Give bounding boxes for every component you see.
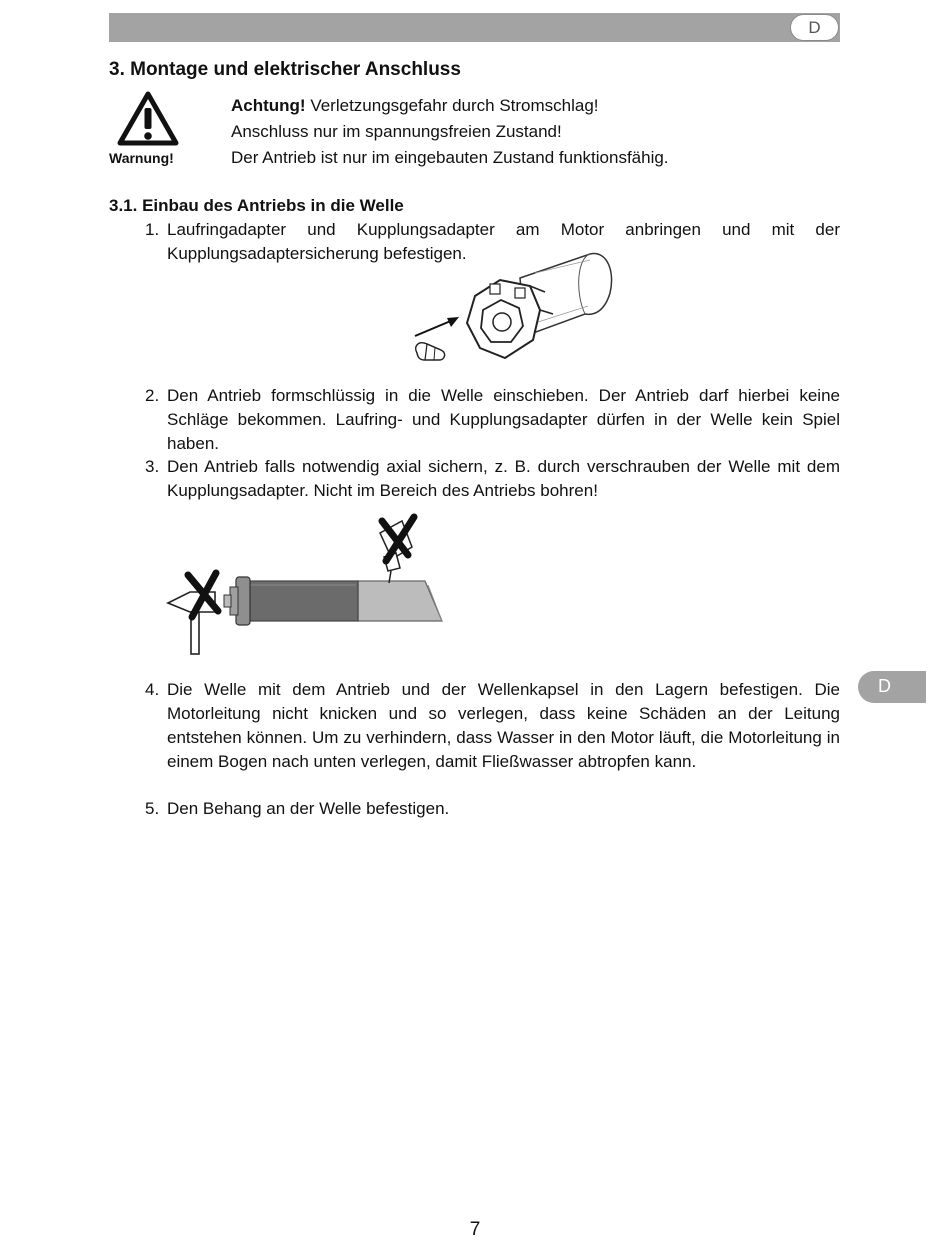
step-number: 1. [145, 220, 160, 239]
warning-triangle-icon [117, 91, 179, 147]
step-number: 4. [145, 680, 160, 699]
warning-bold-prefix: Achtung! [231, 96, 306, 115]
section-title: 3. Montage und elektrischer Anschluss [109, 59, 461, 80]
side-language-tab: D [858, 671, 926, 703]
step-text: Den Antrieb falls notwendig axial sichern, z. B. durch verschrauben der Welle mit dem Kupplungsadapter. Nicht im Bereich des Antriebs bohren! [167, 457, 840, 500]
warning-line-1-text: Verletzungsgefahr durch Stromschlag! [305, 96, 599, 115]
warning-line-2: Anschluss nur im spannungsfreien Zustand! [231, 122, 562, 141]
step-item-5 [145, 797, 840, 821]
step-number: 3. [145, 457, 160, 476]
header-bar [109, 13, 840, 42]
warning-label: Warnung! [109, 150, 174, 166]
step-item-3 [145, 455, 840, 503]
step-text: Den Antrieb formschlüssig in die Welle einschieben. Der Antrieb darf hierbei keine Schläge bekommen. Laufring- und Kupplungsadapter dürfen in der Welle kein Spiel haben. [167, 386, 840, 453]
warning-line-1 [231, 93, 669, 119]
step-item-2 [145, 384, 840, 456]
no-hammer-no-drill-illustration [160, 513, 450, 658]
step-text: Den Behang an der Welle befestigen. [167, 799, 450, 818]
page-number: 7 [469, 1219, 481, 1240]
motor-adapter-illustration [405, 248, 620, 373]
step-text: Laufringadapter und Kupplungsadapter am Motor anbringen und mit der Kupplungsadaptersicherung befestigen. [167, 220, 840, 263]
step-number: 2. [145, 386, 160, 405]
step-item-4 [145, 678, 840, 774]
step-number: 5. [145, 799, 160, 818]
warning-line-3: Der Antrieb ist nur im eingebauten Zustand funktionsfähig. [231, 148, 669, 167]
language-badge: D [790, 14, 839, 41]
warning-text [231, 93, 669, 171]
step-text: Die Welle mit dem Antrieb und der Wellenkapsel in den Lagern befestigen. Die Motorleitung nicht knicken und so verlegen, dass keine Schäden an der Leitung entstehen können. Um zu verhindern, dass Wasser in den Motor läuft, die Motorleitung in einem Bogen nach unten verlegen, damit Fließwasser abtropfen kann. [167, 680, 840, 771]
subsection-title: 3.1. Einbau des Antriebs in die Welle [109, 196, 404, 215]
